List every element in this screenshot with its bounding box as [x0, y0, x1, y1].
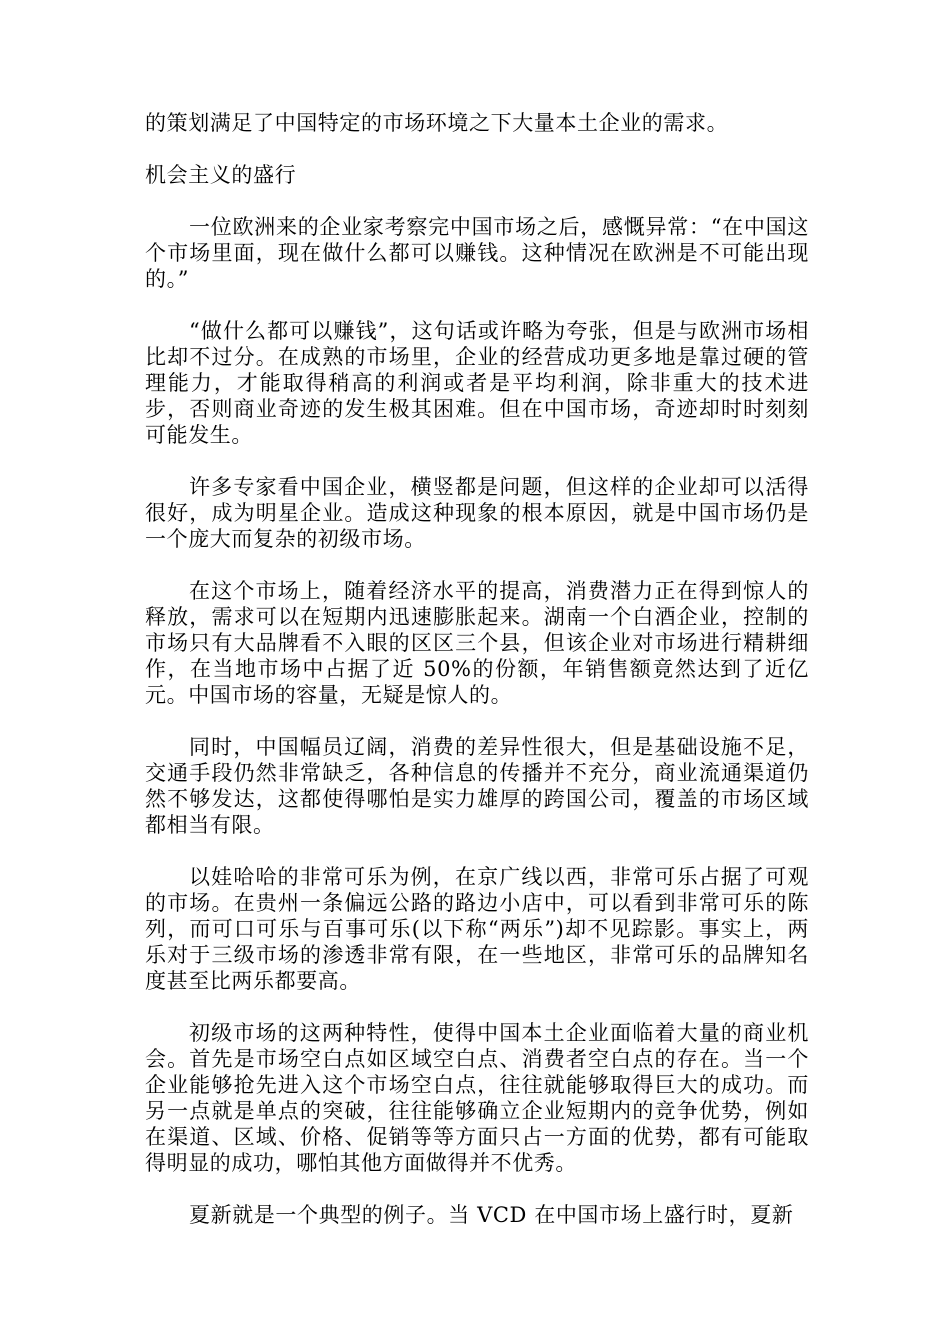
paragraph: 在这个市场上，随着经济水平的提高，消费潜力正在得到惊人的释放，需求可以在短期内迅速膨胀起来。湖南一个白酒企业，控制的市场只有大品牌看不入眼的区区三个县，但该企业对市场进行精耕细作，在当地市场中占据了近 50%的份额，年销售额竟然达到了近亿元。中国市场的容量，无疑是惊人的。	[145, 579, 809, 707]
paragraph: 许多专家看中国企业，横竖都是问题，但这样的企业却可以活得很好，成为明星企业。造成这种现象的根本原因，就是中国市场仍是一个庞大而复杂的初级市场。	[145, 475, 809, 551]
paragraph-truncated: 夏新就是一个典型的例子。当 VCD 在中国市场上盛行时，夏新	[189, 1203, 794, 1227]
paragraph: 初级市场的这两种特性，使得中国本土企业面临着大量的商业机会。首先是市场空白点如区域空白点、消费者空白点的存在。当一个企业能够抢先进入这个市场空白点，往往就能够取得巨大的成功。而另一点就是单点的突破，往往能够确立企业短期内的竞争优势，例如在渠道、区域、价格、促销等等方面只占一方面的优势，都有可能取得明显的成功，哪怕其他方面做得并不优秀。	[145, 1021, 809, 1175]
paragraph: 一位欧洲来的企业家考察完中国市场之后，感慨异常：“在中国这个市场里面，现在做什么都可以赚钱。这种情况在欧洲是不可能出现的。”	[145, 215, 809, 291]
paragraph: 同时，中国幅员辽阔，消费的差异性很大，但是基础设施不足，交通手段仍然非常缺乏，各种信息的传播并不充分，商业流通渠道仍然不够发达，这都使得哪怕是实力雄厚的跨国公司，覆盖的市场区域都相当有限。	[145, 735, 809, 837]
document-body	[145, 110, 809, 1254]
paragraph-continuation: 的策划满足了中国特定的市场环境之下大量本土企业的需求。	[145, 111, 729, 135]
section-heading: 机会主义的盛行	[145, 163, 297, 187]
paragraph: “做什么都可以赚钱”，这句话或许略为夸张，但是与欧洲市场相比却不过分。在成熟的市场里，企业的经营成功更多地是靠过硬的管理能力，才能取得稍高的利润或者是平均利润，除非重大的技术进步，否则商业奇迹的发生极其困难。但在中国市场，奇迹却时时刻刻可能发生。	[145, 319, 809, 447]
paragraph: 以娃哈哈的非常可乐为例，在京广线以西，非常可乐占据了可观的市场。在贵州一条偏远公路的路边小店中，可以看到非常可乐的陈列，而可口可乐与百事可乐(以下称“两乐”)却不见踪影。事实上，两乐对于三级市场的渗透非常有限，在一些地区，非常可乐的品牌知名度甚至比两乐都要高。	[145, 865, 809, 993]
